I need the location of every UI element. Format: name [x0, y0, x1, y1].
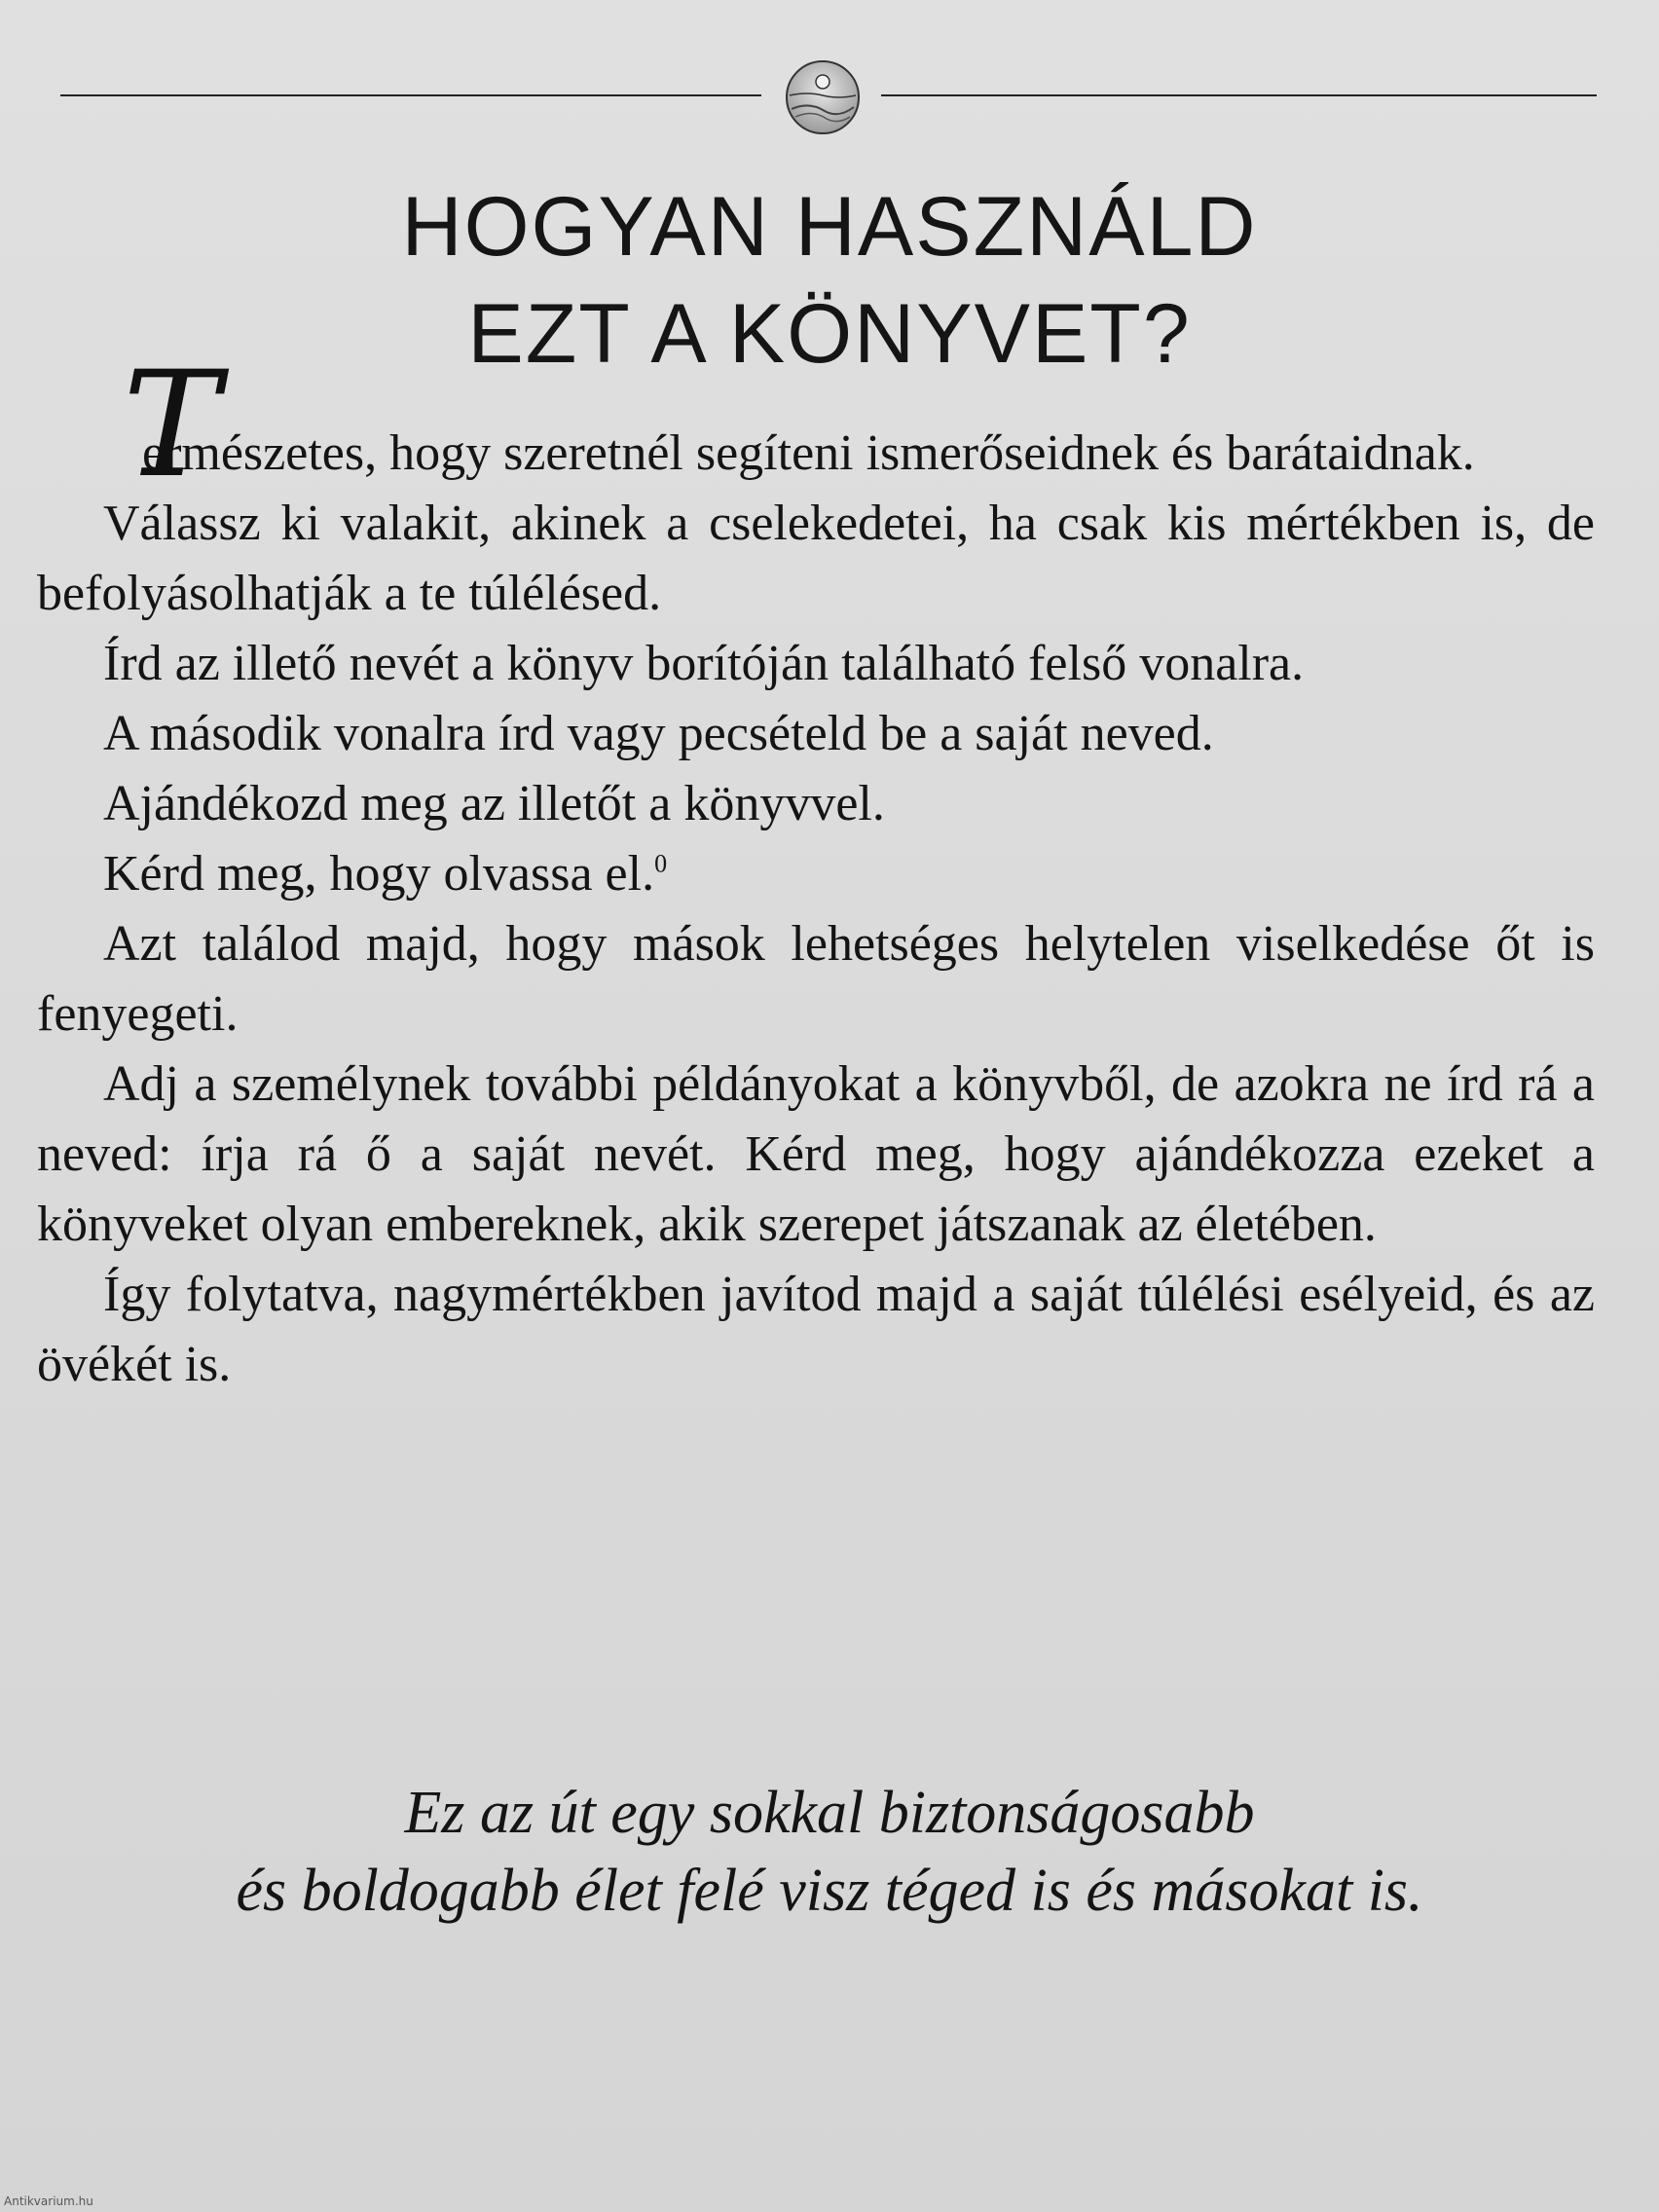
- left-rule: [60, 94, 761, 96]
- paragraph-1: [37, 341, 1595, 510]
- drop-cap: T: [123, 341, 221, 510]
- closing-statement: [0, 1774, 1659, 1930]
- paragraph-3: Írd az illető nevét a könyv borítóján található felső vonalra.: [103, 636, 1305, 691]
- paragraph-2: Válassz ki valakit, akinek a cselekedetei, ha csak kis mértékben is, de befolyásolhatják a te túlélésed.: [37, 496, 1595, 621]
- title-line-1: HOGYAN HASZNÁLD: [401, 180, 1258, 274]
- footnote-marker: 0: [654, 849, 668, 878]
- paragraph-1-text: ermészetes, hogy szeretnél segíteni ismerőseidnek és barátaidnak.: [142, 425, 1475, 481]
- sun-over-river-emblem-icon: [774, 58, 871, 136]
- watermark: Antikvarium.hu: [4, 2194, 93, 2208]
- paragraph-7: Azt találod majd, hogy mások lehetséges helytelen viselkedése őt is fenyegeti.: [37, 916, 1595, 1042]
- closing-line-1: Ez az út egy sokkal biztonságosabb: [404, 1780, 1255, 1846]
- instructions-body: [37, 341, 1595, 1400]
- page-title: [0, 173, 1659, 387]
- header-ornament: [0, 58, 1659, 166]
- paragraph-4: A második vonalra írd vagy pecsételd be a saját neved.: [103, 706, 1214, 761]
- paragraph-6: [37, 839, 1595, 909]
- paragraph-5: Ajándékozd meg az illetőt a könyvvel.: [103, 776, 885, 831]
- title-line-2: EZT A KÖNYVET?: [467, 287, 1192, 381]
- closing-line-2: és boldogabb élet felé visz téged is és másokat is.: [236, 1858, 1423, 1924]
- paragraph-9: Így folytatva, nagymértékben javítod majd a saját túlélési esélyeid, és az övékét is.: [37, 1267, 1595, 1392]
- paragraph-6-text: Kérd meg, hogy olvassa el.: [103, 846, 655, 902]
- paragraph-8: Adj a személynek további példányokat a könyvből, de azokra ne írd rá a neved: írja rá ő a saját nevét. Kérd meg, hogy ajándékozza ezeket a könyveket olyan embereknek, akik szerepet játszanak az életében.: [37, 1056, 1595, 1252]
- right-rule: [881, 94, 1597, 96]
